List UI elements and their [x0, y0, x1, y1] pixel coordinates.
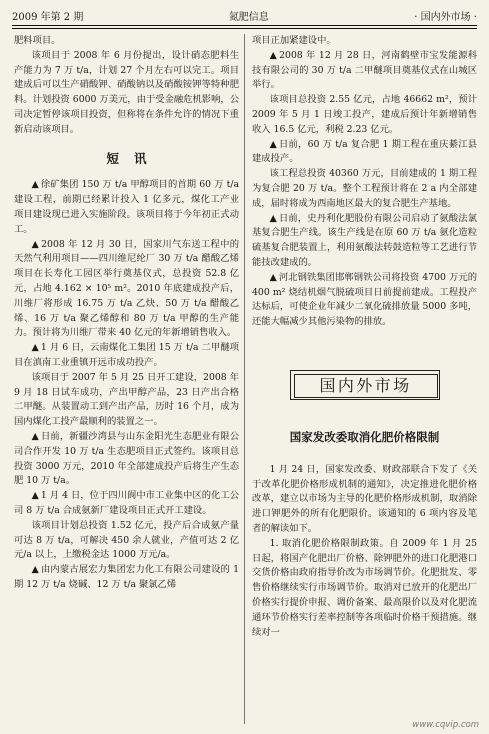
news-item — [14, 563, 239, 593]
paragraph: 该项目于 2008 年 6 月份提出，设计硝态肥料生产能力为 7 万 t/a，计划 27 个月左右可以完工。项目建成后可以生产硝酸钾、硝酸钠以及硝酸铵钾等特种肥料。计划投资 6000 万美元，由于受金融危机影响，公司决定暂停该项目投资，但称将在条件允许的情况下重新启动该项目。 — [14, 49, 239, 135]
news-item — [14, 341, 239, 371]
news-item-text: 2008 年 12 月 28 日，河南鹤壁市宝发能源科技有限公司的 30 万 t/a 二甲醚项目奠基仪式在山城区举行。 — [252, 49, 477, 91]
news-item-text: 2008 年 12 月 30 日，国家川气东送工程中的天然气利用项目——四川维尼纶厂 30 万 t/a 醋酸乙烯项目在长寿化工园区举行奠基仪式，总投资 52.8 亿元，占地 4.162 × 10⁵ m²。2010 年底建成投产后，川维厂将形成 16.75 万 t/a 乙炔、50 万 t/a 醋酸乙烯、16 万 t/a 聚乙烯醇和 80 万 t/a 甲醇的生产能力。预计将为川维厂带来 40 亿元的年新增销售收入。 — [14, 238, 239, 339]
article-title: 国家发改委取消化肥价格限制 — [289, 429, 440, 444]
news-item-text: 河北钢铁集团邯郸钢铁公司将投资 4700 万元的 400 m² 烧结机烟气脱硫项目日前提前建成。工程投产达标后，可使企业年减少二氧化硫排放量 5000 多吨，还能大幅减少其他污染物的排放。 — [252, 271, 477, 328]
paragraph: 该项目总投资 2.55 亿元，占地 46662 m²，预计 2009 年 5 月 1 日竣工投产，建成后预计年新增销售收入 16.5 亿元，利税 2.23 亿元。 — [252, 94, 477, 135]
article-paragraph: 1. 取消化肥价格限制政策。自 2009 年 1 月 25 日起，将国产化肥出厂价格、除钾肥外的进口化肥港口交货价格由政府指导价改为市场调节价。化肥批发、零售价格继续实行市场调节价。取消对已放开的化肥出厂价格实行提价申报、调价备案、最高限价以及对化肥流通环节价格实行差率控制等各项临时价格干预措施。继续对一 — [252, 537, 477, 638]
news-item — [14, 238, 239, 342]
left-column — [14, 34, 239, 593]
news-item-text: 1 月 4 日，位于四川阆中市工业集中区的化工公司 8 万 t/a 合成氨新厂建设项目正式开工建设。 — [14, 490, 240, 516]
news-item-text: 日前，60 万 t/a 复合肥 1 期工程在重庆綦江县建成投产。 — [252, 138, 477, 165]
news-item-text: 徐矿集团 150 万 t/a 甲醇项目的首期 60 万 t/a 建设工程，前期已经累计投入 1 亿多元，煤化工产业项目建设现已进入实施阶段。该项目将于今年初正式动工。 — [14, 179, 239, 235]
news-item-text: 1 月 6 日，云南煤化工集团 15 万 t/a 二甲醚项目在滇南工业重镇开远市成功投产。 — [14, 342, 239, 368]
news-item — [252, 212, 477, 271]
triangle-bullet-icon: ▲ — [269, 271, 277, 283]
news-item — [252, 49, 477, 93]
paragraph: 该项目计划总投资 1.52 亿元，投产后合成氨产量可达 8 万 t/a，可解决 450 余人就业，产值可达 2 亿元/a 以上，上缴税金达 1000 万元/a。 — [14, 519, 239, 561]
issue-label: 2009 年第 2 期 — [12, 11, 84, 23]
news-item — [252, 271, 477, 330]
triangle-bullet-icon: ▲ — [31, 342, 39, 354]
watermark: www.cqvip.com — [412, 720, 479, 730]
paragraph: 该项目于 2007 年 5 月 25 日开工建设，2008 年 9 月 18 日试车成功，产出甲醇产品，23 日产出合格二甲醚。从装置动工到产出产品，历时 16 个月，成为国内煤化工投产最顺利的装置之一。 — [14, 371, 239, 428]
news-item — [252, 138, 477, 168]
section-banner-title: 国内外市场 — [294, 374, 438, 398]
triangle-bullet-icon: ▲ — [31, 179, 39, 191]
section-title-briefs: 短讯 — [106, 150, 162, 166]
paragraph: 该工程总投资 40360 万元，目前建成的 1 期工程为复合肥 20 万 t/a。整个工程预计将在 2 a 内全部建成，届时将成为西南地区最大的复合肥生产基地。 — [252, 168, 477, 209]
news-item — [14, 430, 239, 489]
news-item-text: 日前，新疆沙湾县与山东金阳光生态肥业有限公司合作开发 10 万 t/a 生态肥项目正式签约。该项目总投资 3000 万元，2010 年全部建成投产后将生产生态肥 10 万 t/a。 — [14, 430, 239, 487]
header-rule-thick — [12, 25, 477, 26]
right-column — [252, 34, 477, 640]
triangle-bullet-icon: ▲ — [31, 564, 39, 576]
news-item-text: 日前，史丹利化肥股份有限公司启动了氨酸法氯基复合肥生产线。该生产线是在原 60 万 t/a 氨化造粒硫基复合肥装置上，利用氨酸法转鼓造粒等工艺进行节能技改建成的。 — [252, 212, 477, 268]
triangle-bullet-icon: ▲ — [31, 238, 40, 250]
section-label: · 国内外市场 · — [414, 11, 477, 23]
triangle-bullet-icon: ▲ — [269, 138, 278, 150]
section-banner — [290, 370, 440, 400]
triangle-bullet-icon: ▲ — [31, 490, 39, 502]
running-header — [12, 6, 477, 24]
journal-name: 氮肥信息 — [228, 11, 269, 23]
triangle-bullet-icon: ▲ — [269, 49, 278, 61]
article-paragraph: 1 月 24 日，国家发改委、财政部联合下发了《关于改革化肥价格形成机制的通知》，决定推进化肥价格改革，建立以市场为主导的化肥价格形成机制，取消除进口钾肥外的所有化肥限价。该通知的 6 项内容及笔者的解读如下。 — [252, 463, 477, 534]
header-rule-thin — [12, 28, 477, 29]
triangle-bullet-icon: ▲ — [31, 430, 39, 442]
paragraph: 项目正加紧建设中。 — [252, 35, 336, 46]
paragraph: 肥料项目。 — [14, 35, 61, 46]
triangle-bullet-icon: ▲ — [269, 212, 277, 224]
column-divider — [244, 34, 245, 724]
news-item — [14, 178, 239, 237]
news-item — [14, 489, 239, 519]
news-item-text: 由内蒙古展宏力集团宏力化工有限公司建设的 1 期 12 万 t/a 烧碱、12 万 t/a 聚氯乙烯 — [14, 564, 239, 590]
